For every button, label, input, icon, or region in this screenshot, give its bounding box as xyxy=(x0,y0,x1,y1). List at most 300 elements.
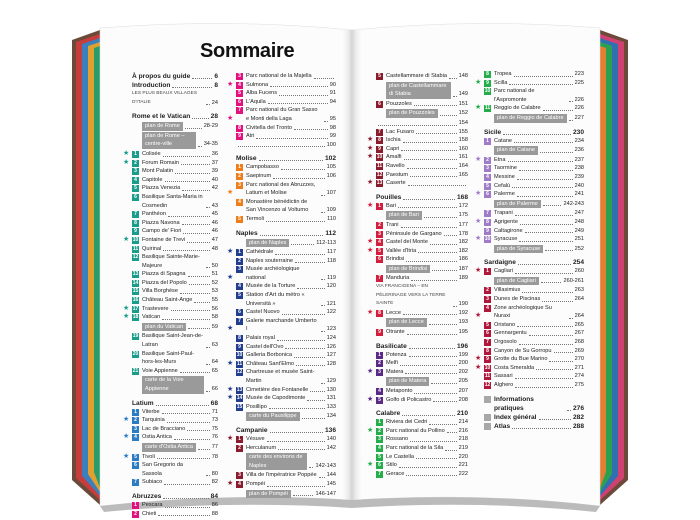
toc-entry xyxy=(227,248,336,257)
page-number: 237 xyxy=(574,156,584,163)
entry-number-badge: 5 xyxy=(376,454,383,461)
dot-leader xyxy=(406,475,456,476)
toc-entry xyxy=(376,453,468,462)
page-number: 106 xyxy=(326,172,336,179)
page-number: 260-261 xyxy=(563,277,584,284)
page-number: 264 xyxy=(574,313,584,320)
entry-number-badge: 9 xyxy=(376,329,383,336)
star-icon: ★ xyxy=(227,80,234,88)
star-icon: ★ xyxy=(227,325,234,333)
toc-entry xyxy=(227,80,336,90)
entry-label: Subiaco xyxy=(142,479,163,486)
dot-leader xyxy=(405,373,456,374)
dot-leader xyxy=(181,164,210,165)
entry-label: carte des environs de Naples xyxy=(246,453,307,470)
star-icon: ★ xyxy=(475,312,482,320)
entry-label: Sardaigne xyxy=(484,259,516,267)
entry-label: Vésuve xyxy=(246,435,265,442)
entry-number-badge: 11 xyxy=(484,105,491,112)
toc-entry xyxy=(376,359,468,368)
page-number: 207 xyxy=(458,388,468,394)
dot-leader xyxy=(569,101,573,102)
dot-leader xyxy=(433,401,456,402)
page-number: 39 xyxy=(211,168,218,175)
entry-label: Catane xyxy=(494,137,513,144)
dot-leader xyxy=(519,170,573,171)
page-number: 63 xyxy=(211,342,218,349)
toc-entry xyxy=(123,149,218,159)
entry-label: Sulmona xyxy=(246,81,269,88)
toc-entry xyxy=(376,283,468,309)
entry-label: Tivoli xyxy=(142,453,155,460)
entry-label: Musée de Capodimonte xyxy=(246,395,306,402)
dot-leader xyxy=(281,169,325,170)
toc-entry xyxy=(484,295,584,304)
toc-entry xyxy=(484,164,584,173)
entry-label: Grotte du Bue Marino xyxy=(494,356,548,363)
toc-section xyxy=(484,128,584,137)
page-number: 40 xyxy=(211,176,218,183)
entry-number-badge: 1 xyxy=(376,203,383,210)
entry-label: Paestum xyxy=(386,171,409,178)
spine-shadow xyxy=(340,30,364,500)
page-number: 282 xyxy=(572,413,584,421)
dot-leader xyxy=(279,95,328,96)
dot-leader xyxy=(549,361,572,362)
dot-leader xyxy=(410,176,457,177)
star-icon: ★ xyxy=(123,304,130,312)
entry-label: Basilique Sainte-Marie-Majeure xyxy=(142,254,200,269)
entry-number-badge: 5 xyxy=(484,322,491,329)
page-number: 158 xyxy=(458,137,468,144)
page-number: 28-29 xyxy=(203,123,218,130)
page-number: 119 xyxy=(327,274,336,281)
toc-entry xyxy=(376,119,468,128)
dot-leader xyxy=(296,365,325,366)
entry-number-badge: 16 xyxy=(132,297,139,304)
toc-map-entry xyxy=(236,412,336,421)
entry-label: Capri xyxy=(386,145,400,152)
dot-leader xyxy=(447,432,457,433)
page-number: 76 xyxy=(211,434,218,441)
entry-label: plan de Palerme xyxy=(494,200,541,209)
entry-number-badge: 1 xyxy=(132,409,139,416)
dot-leader xyxy=(273,178,324,179)
entry-number-badge: 11 xyxy=(484,373,491,380)
toc-entry xyxy=(132,245,218,254)
dot-leader xyxy=(453,96,457,97)
left-page-edges xyxy=(72,30,100,505)
entry-number-badge: 3 xyxy=(132,426,139,433)
toc-map-entry xyxy=(132,376,218,393)
page-number: 64 xyxy=(211,359,218,366)
entry-label: Civitella del Tronto xyxy=(246,124,293,131)
dot-leader xyxy=(180,293,210,294)
star-icon: ★ xyxy=(227,385,234,393)
entry-label: plan de Castellammare di Stabia xyxy=(386,82,451,99)
entry-number-badge: 17 xyxy=(132,305,139,312)
entry-label: Lac Fusaro xyxy=(386,128,414,135)
entry-label: Rossano xyxy=(386,436,409,443)
entry-number-badge: 2 xyxy=(236,258,243,265)
toc-entry xyxy=(132,184,218,193)
page-number: 82 xyxy=(211,479,218,486)
entry-label: Trapani xyxy=(494,210,513,217)
toc-entry xyxy=(236,351,336,360)
page-number: 219 xyxy=(458,444,468,451)
entry-number-badge: 7 xyxy=(236,318,243,325)
toc-entry xyxy=(236,308,336,317)
toc-map-entry xyxy=(132,122,218,131)
toc-entry xyxy=(123,416,218,425)
entry-label: Fontaine de Trevi xyxy=(142,236,186,243)
entry-label: Orgosolo xyxy=(494,339,517,346)
page-number: 52 xyxy=(211,279,218,286)
page-number: 142-143 xyxy=(315,462,336,469)
toc-map-entry xyxy=(484,277,584,286)
toc-entry xyxy=(123,313,218,322)
page-number: 223 xyxy=(574,71,584,77)
entry-label: Canyon de Su Gorropu xyxy=(494,347,552,354)
entry-number-badge: 12 xyxy=(132,254,139,261)
entry-label: Station d'Art du métro « Università » xyxy=(246,292,305,307)
entry-label: Latium xyxy=(132,399,154,407)
page-number: 238 xyxy=(574,165,584,172)
page-number: 149 xyxy=(458,91,468,98)
toc-entry xyxy=(236,198,336,215)
dot-leader xyxy=(206,267,210,268)
page-number: 37 xyxy=(211,159,218,166)
page-number: 276 xyxy=(572,404,584,412)
dot-leader xyxy=(162,319,210,320)
toc-map-entry xyxy=(132,323,218,332)
entry-number-badge: 6 xyxy=(376,256,383,263)
toc-entry xyxy=(132,270,218,279)
page-number: 248 xyxy=(574,218,584,225)
page-number: 58 xyxy=(211,314,218,321)
page-number: 192 xyxy=(458,309,468,316)
dot-leader xyxy=(270,432,323,433)
page-number: 117 xyxy=(327,249,336,256)
toc-entry xyxy=(227,385,336,395)
entry-label: Reggio de Calabre xyxy=(494,105,541,112)
toc-entry xyxy=(376,387,468,396)
star-icon: ★ xyxy=(227,114,234,122)
dot-leader xyxy=(180,372,210,373)
dot-leader xyxy=(514,142,573,143)
dot-leader xyxy=(294,357,325,358)
toc-entry xyxy=(132,193,218,210)
dot-leader xyxy=(543,110,573,111)
entry-number-badge: 10 xyxy=(484,236,491,243)
star-icon: ★ xyxy=(475,217,482,225)
page-number: 234 xyxy=(574,137,584,144)
entry-label: Château Saint-Ange xyxy=(142,297,193,304)
toc-entry xyxy=(475,235,584,244)
page-number: 190 xyxy=(458,301,468,308)
page-number: 210 xyxy=(456,410,468,418)
entry-number-badge: 10 xyxy=(236,352,243,359)
dot-leader xyxy=(536,369,573,370)
entry-label: Lecce xyxy=(386,309,401,316)
entry-number-badge: 3 xyxy=(376,231,383,238)
toc-entry xyxy=(132,478,218,487)
entry-number-badge: 2 xyxy=(376,428,383,435)
toc-entry xyxy=(484,321,584,330)
page-number: 75 xyxy=(211,425,218,432)
entry-number-badge: 2 xyxy=(132,511,139,518)
dot-leader xyxy=(267,441,325,442)
star-icon: ★ xyxy=(367,179,374,187)
page-number: 270 xyxy=(574,356,584,363)
entry-number-badge: 3 xyxy=(376,436,383,443)
toc-map-entry xyxy=(484,200,584,209)
entry-label: Atlas xyxy=(494,422,511,430)
page-number: 202 xyxy=(458,368,468,375)
star-icon: ★ xyxy=(123,313,130,321)
dot-leader xyxy=(569,318,573,319)
entry-number-badge: 5 xyxy=(236,90,243,97)
dot-leader xyxy=(321,305,325,306)
toc-column-4 xyxy=(475,70,584,431)
toc-entry xyxy=(236,124,336,133)
entry-number-badge: 4 xyxy=(376,388,383,395)
dot-leader xyxy=(256,138,327,139)
entry-number-badge: 1 xyxy=(236,436,243,443)
entry-number-badge: 3 xyxy=(376,369,383,376)
entry-label: VIA FRANCIGENA – EN PÈLERINAGE VERS LA TERRE SAINTE xyxy=(376,284,446,307)
entry-label: Castel del Monte xyxy=(386,239,428,246)
star-icon: ★ xyxy=(367,461,374,469)
entry-label: plan de Naples xyxy=(246,239,289,248)
dot-leader xyxy=(430,244,457,245)
dot-leader xyxy=(409,348,455,349)
page-number: 36 xyxy=(211,150,218,157)
dot-leader xyxy=(407,168,457,169)
entry-label: Caltagirone xyxy=(494,227,523,234)
entry-label: carte de la Voie Appienne xyxy=(142,376,204,393)
toc-entry xyxy=(227,317,336,334)
dot-leader xyxy=(206,391,210,392)
entry-label: Campanie xyxy=(236,426,268,434)
dot-leader xyxy=(206,364,210,365)
toc-entry xyxy=(132,425,218,434)
toc-map-entry xyxy=(376,82,468,99)
entry-label: Basilique Saint-Jean-de-Latran xyxy=(142,333,203,349)
toc-entry xyxy=(227,359,336,369)
toc-entry xyxy=(376,418,468,427)
entry-label: Sassari xyxy=(494,373,513,380)
toc-entry xyxy=(132,367,218,376)
star-icon: ★ xyxy=(475,155,482,163)
entry-label: Panthéon xyxy=(142,211,166,218)
star-icon: ★ xyxy=(367,367,374,375)
dot-leader xyxy=(414,105,457,106)
star-icon: ★ xyxy=(227,248,234,256)
page-number: 218 xyxy=(458,436,468,443)
dot-leader xyxy=(401,227,457,228)
toc-entry xyxy=(376,221,468,230)
entry-label: Stilo xyxy=(386,462,397,469)
toc-entry xyxy=(367,461,468,470)
entry-label: Ravello xyxy=(386,162,405,169)
dot-leader xyxy=(182,190,210,191)
page-number: 95 xyxy=(329,115,336,122)
dot-leader xyxy=(310,391,324,392)
dot-leader xyxy=(165,507,210,508)
page-number: 46 xyxy=(211,228,218,235)
entry-label: Piazza Navona xyxy=(142,219,180,226)
page-number: 90 xyxy=(329,81,336,88)
entry-label: Castel dell'Ovo xyxy=(246,343,284,350)
entry-number-badge: 2 xyxy=(484,157,491,164)
entry-label: LES PLUS BEAUX VILLAGES D'ITALIE xyxy=(132,91,198,105)
page-number: 99 xyxy=(329,133,336,140)
entry-label: Basilique Santa-Maria in Cosmedin xyxy=(142,193,203,209)
entry-number-badge: 9 xyxy=(484,228,491,235)
page-number: 168 xyxy=(456,193,468,201)
entry-label: Zone archéologique Su Nuraxi xyxy=(494,304,552,320)
page-number: 265 xyxy=(574,321,584,328)
star-icon: ★ xyxy=(227,273,234,281)
dot-leader xyxy=(444,235,457,236)
entry-label: plan de Cagliari xyxy=(494,277,539,286)
entry-number-badge: 6 xyxy=(484,330,491,337)
dot-leader xyxy=(403,199,455,200)
entry-number-badge: 7 xyxy=(236,107,243,114)
entry-label: Pescara xyxy=(142,501,163,508)
page-number: 45 xyxy=(211,211,218,218)
star-icon: ★ xyxy=(475,190,482,198)
page-number: 222 xyxy=(458,470,468,477)
entry-number-badge: 11 xyxy=(236,360,243,367)
entry-label: Potenza xyxy=(386,351,407,358)
toc-entry xyxy=(367,367,468,377)
entry-number-badge: 5 xyxy=(376,73,383,80)
entry-number-badge: 4 xyxy=(376,445,383,452)
entry-label: Metaponto xyxy=(386,388,413,394)
entry-number-badge: 8 xyxy=(236,335,243,342)
entry-number-badge: 3 xyxy=(484,296,491,303)
dot-leader xyxy=(182,224,210,225)
star-icon: ★ xyxy=(367,153,374,161)
toc-entry xyxy=(475,217,584,227)
entry-number-badge: 6 xyxy=(376,101,383,108)
entry-label: plan de Catane xyxy=(494,146,538,155)
entry-label: Vallée d'Itria xyxy=(386,247,417,254)
dot-leader xyxy=(291,244,314,245)
toc-entry xyxy=(236,215,336,224)
entry-number-badge: 8 xyxy=(376,137,383,144)
entry-label: Viterbe xyxy=(142,408,160,415)
entry-label: plan de Lecce xyxy=(386,318,427,327)
entry-label: Tropea xyxy=(494,71,512,77)
dot-leader xyxy=(410,441,457,442)
toc-section xyxy=(484,258,584,267)
entry-label: Voie Appienne xyxy=(142,367,178,374)
entry-label: plan de Reggio de Calabre xyxy=(494,114,567,123)
entry-label: Trastevere xyxy=(142,305,169,312)
entry-label: carte d'Ostia Antica xyxy=(142,443,196,452)
toc-entry xyxy=(484,347,584,356)
page-number: 249 xyxy=(574,227,584,234)
entry-label: Alba Fucens xyxy=(246,90,278,97)
entry-number-badge: 8 xyxy=(484,219,491,226)
toc-entry xyxy=(132,176,218,185)
star-icon: ★ xyxy=(475,104,482,112)
entry-number-badge: 7 xyxy=(132,211,139,218)
toc-entry xyxy=(367,179,468,188)
page-number: 196 xyxy=(456,342,468,350)
entry-number-badge: 6 xyxy=(236,309,243,316)
dot-leader xyxy=(512,187,572,188)
page-number: 189 xyxy=(458,275,468,282)
page-number: 268 xyxy=(574,339,584,346)
dot-leader xyxy=(309,467,313,468)
entry-number-badge: 9 xyxy=(376,146,383,153)
entry-number-badge: 9 xyxy=(484,80,491,87)
toc-entry xyxy=(475,104,584,113)
entry-label: Mont Palatin xyxy=(142,168,174,175)
page-number: 260 xyxy=(574,268,584,275)
page-number: 195 xyxy=(458,329,468,336)
entry-label: Le Castella xyxy=(386,453,414,460)
dot-leader xyxy=(167,422,210,423)
page-number: 68 xyxy=(210,399,218,407)
page-number: 121 xyxy=(326,300,336,307)
page-number: 109 xyxy=(326,207,336,214)
entry-number-badge: 15 xyxy=(132,288,139,295)
entry-number-badge: 9 xyxy=(132,228,139,235)
entry-label: Taormine xyxy=(494,165,518,172)
entry-label: Parc national du Pollino xyxy=(386,427,445,434)
entry-label: Tarquinia xyxy=(142,417,165,424)
entry-number-badge: 1 xyxy=(132,151,139,158)
star-icon: ★ xyxy=(123,416,130,424)
entry-number-badge: 19 xyxy=(132,333,139,340)
page-number: 254 xyxy=(572,259,584,267)
star-icon: ★ xyxy=(475,363,482,371)
page-title: Sommaire xyxy=(200,40,295,62)
entry-label: Costa Smeralda xyxy=(494,364,535,371)
dot-leader xyxy=(163,250,209,251)
page-number: 98 xyxy=(329,124,336,131)
page-number: 165 xyxy=(458,171,468,178)
entry-number-badge: 6 xyxy=(132,462,139,469)
page-number: 131 xyxy=(326,395,336,402)
entry-label: Brindisi xyxy=(386,256,405,263)
entry-label: Basilicate xyxy=(376,342,407,350)
toc-entry xyxy=(236,163,336,172)
dot-leader xyxy=(411,280,456,281)
entry-label: Etna xyxy=(494,156,506,163)
entry-label: Pompéi xyxy=(246,480,265,487)
toc-entry xyxy=(236,471,336,480)
toc-entry xyxy=(132,287,218,296)
page-number: 146-147 xyxy=(315,490,336,497)
page-number: 161 xyxy=(458,154,468,161)
toc-entry xyxy=(132,350,218,367)
toc-entry xyxy=(376,351,468,360)
entry-label: Alghero xyxy=(494,382,514,388)
dot-leader xyxy=(398,207,457,208)
page-number: 43 xyxy=(211,202,218,209)
page-number: 134 xyxy=(326,413,336,420)
entry-label: Posillipo xyxy=(246,403,267,410)
entry-label: Cimetière des Fontanelle xyxy=(246,386,309,393)
page-number: 122 xyxy=(326,309,336,316)
toc-entry xyxy=(132,167,218,176)
